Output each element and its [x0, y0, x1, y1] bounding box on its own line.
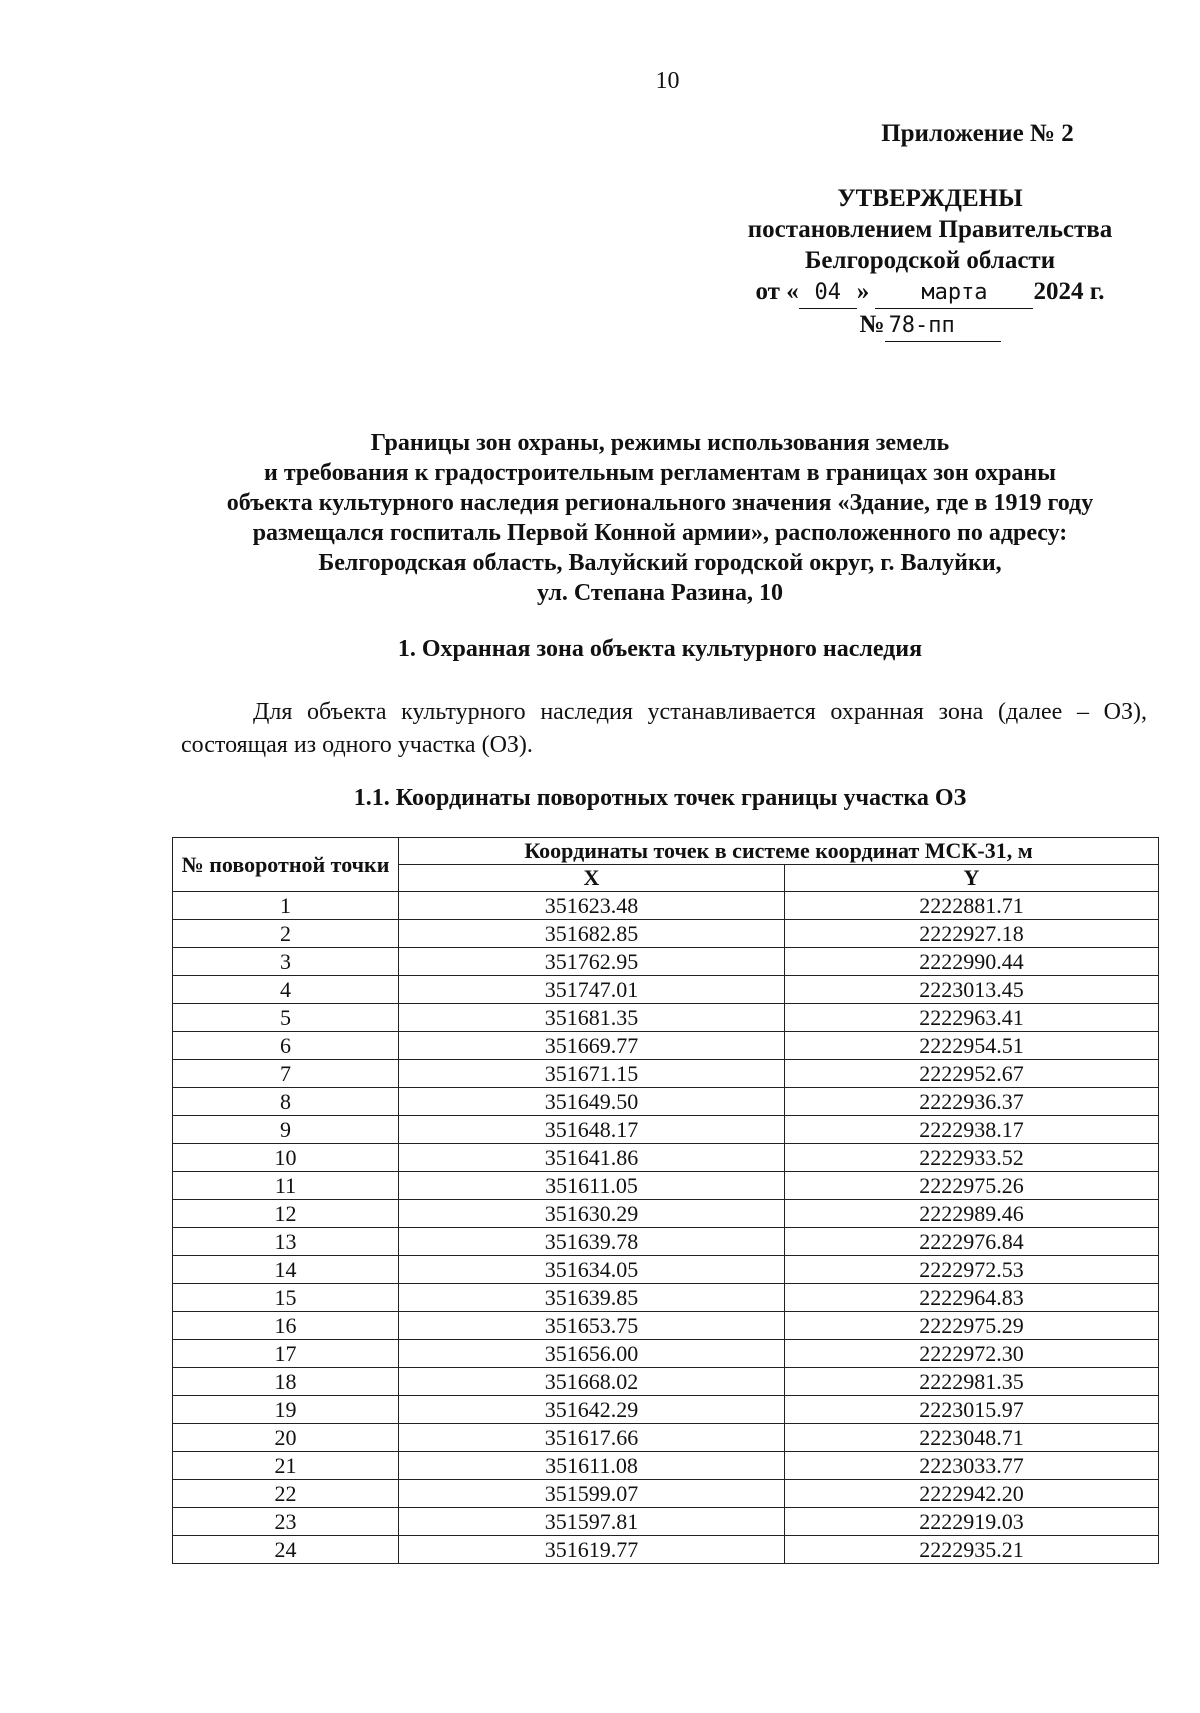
title-line: объекта культурного наследия регионального значения «Здание, где в 1919 году: [226, 490, 1094, 516]
table-row: [173, 1200, 1159, 1228]
document-title: [160, 428, 1160, 608]
x-coordinate-cell: 351597.81: [399, 1508, 785, 1536]
date-month: марта: [875, 277, 1033, 309]
header-coordinates: Координаты точек в системе координат МСК-31, м: [399, 838, 1159, 865]
header-y: Y: [785, 865, 1159, 892]
x-coordinate-cell: 351649.50: [399, 1088, 785, 1116]
table-row: [173, 1228, 1159, 1256]
table-row: [173, 1396, 1159, 1424]
table-row: [173, 1508, 1159, 1536]
table-row: [173, 1032, 1159, 1060]
table-row: [173, 1088, 1159, 1116]
point-number-cell: 7: [173, 1060, 399, 1088]
y-coordinate-cell: 2223015.97: [785, 1396, 1159, 1424]
table-row: [173, 1060, 1159, 1088]
point-number-cell: 3: [173, 948, 399, 976]
y-coordinate-cell: 2222972.53: [785, 1256, 1159, 1284]
y-coordinate-cell: 2223013.45: [785, 976, 1159, 1004]
table-row: [173, 1368, 1159, 1396]
table-row: [173, 1452, 1159, 1480]
subsection-heading: 1.1. Координаты поворотных точек границы участка ОЗ: [353, 785, 967, 811]
point-number-cell: 5: [173, 1004, 399, 1032]
title-line: Белгородская область, Валуйский городской округ, г. Валуйки,: [318, 550, 1002, 576]
header-point-number: № поворотной точки: [173, 838, 399, 892]
x-coordinate-cell: 351653.75: [399, 1312, 785, 1340]
y-coordinate-cell: 2222919.03: [785, 1508, 1159, 1536]
y-coordinate-cell: 2222952.67: [785, 1060, 1159, 1088]
table-header-row: [173, 838, 1159, 865]
point-number-cell: 6: [173, 1032, 399, 1060]
table-row: [173, 1284, 1159, 1312]
approval-date: [720, 276, 1140, 309]
y-coordinate-cell: 2222975.26: [785, 1172, 1159, 1200]
y-coordinate-cell: 2222881.71: [785, 892, 1159, 920]
point-number-cell: 22: [173, 1480, 399, 1508]
y-coordinate-cell: 2222990.44: [785, 948, 1159, 976]
x-coordinate-cell: 351656.00: [399, 1340, 785, 1368]
approval-line-1: постановлением Правительства: [747, 216, 1113, 243]
title-line: ул. Степана Разина, 10: [537, 580, 783, 606]
page-number: 10: [655, 68, 680, 94]
x-coordinate-cell: 351639.78: [399, 1228, 785, 1256]
y-coordinate-cell: 2222975.29: [785, 1312, 1159, 1340]
y-coordinate-cell: 2222935.21: [785, 1536, 1159, 1564]
point-number-cell: 24: [173, 1536, 399, 1564]
date-day: 04: [799, 277, 857, 309]
point-number-cell: 4: [173, 976, 399, 1004]
y-coordinate-cell: 2222981.35: [785, 1368, 1159, 1396]
y-coordinate-cell: 2222927.18: [785, 920, 1159, 948]
x-coordinate-cell: 351762.95: [399, 948, 785, 976]
y-coordinate-cell: 2222933.52: [785, 1144, 1159, 1172]
y-coordinate-cell: 2222989.46: [785, 1200, 1159, 1228]
y-coordinate-cell: 2222976.84: [785, 1228, 1159, 1256]
table-row: [173, 1004, 1159, 1032]
table-row: [173, 892, 1159, 920]
x-coordinate-cell: 351619.77: [399, 1536, 785, 1564]
y-coordinate-cell: 2223033.77: [785, 1452, 1159, 1480]
annex-label: Приложение № 2: [881, 120, 1074, 147]
point-number-cell: 23: [173, 1508, 399, 1536]
table-row: [173, 1480, 1159, 1508]
body-paragraph: [181, 696, 1147, 762]
table-row: [173, 1256, 1159, 1284]
y-coordinate-cell: 2222954.51: [785, 1032, 1159, 1060]
point-number-cell: 15: [173, 1284, 399, 1312]
x-coordinate-cell: 351641.86: [399, 1144, 785, 1172]
point-number-cell: 11: [173, 1172, 399, 1200]
point-number-cell: 21: [173, 1452, 399, 1480]
point-number-cell: 17: [173, 1340, 399, 1368]
table-row: [173, 1172, 1159, 1200]
table-row: [173, 1340, 1159, 1368]
body-paragraph-text: Для объекта культурного наследия устанавливается охранная зона (далее – ОЗ), состоящая из одного участка (ОЗ).: [181, 699, 1147, 758]
point-number-cell: 20: [173, 1424, 399, 1452]
x-coordinate-cell: 351642.29: [399, 1396, 785, 1424]
title-line: Границы зон охраны, режимы использования земель: [370, 430, 950, 456]
x-coordinate-cell: 351599.07: [399, 1480, 785, 1508]
point-number-cell: 13: [173, 1228, 399, 1256]
point-number-cell: 19: [173, 1396, 399, 1424]
point-number-cell: 1: [173, 892, 399, 920]
y-coordinate-cell: 2222963.41: [785, 1004, 1159, 1032]
point-number-cell: 8: [173, 1088, 399, 1116]
header-x: X: [399, 865, 785, 892]
number-value: 78-пп: [885, 310, 1001, 342]
x-coordinate-cell: 351617.66: [399, 1424, 785, 1452]
point-number-cell: 10: [173, 1144, 399, 1172]
number-prefix: №: [859, 311, 885, 338]
x-coordinate-cell: 351668.02: [399, 1368, 785, 1396]
x-coordinate-cell: 351639.85: [399, 1284, 785, 1312]
x-coordinate-cell: 351682.85: [399, 920, 785, 948]
table-row: [173, 1144, 1159, 1172]
date-year: 2024 г.: [1033, 278, 1105, 305]
title-line: и требования к градостроительным регламентам в границах зон охраны: [264, 460, 1056, 486]
table-row: [173, 920, 1159, 948]
point-number-cell: 9: [173, 1116, 399, 1144]
title-line: размещался госпиталь Первой Конной армии», расположенного по адресу:: [252, 520, 1068, 546]
approved-label: УТВЕРЖДЕНЫ: [837, 185, 1023, 212]
x-coordinate-cell: 351611.05: [399, 1172, 785, 1200]
table-row: [173, 976, 1159, 1004]
x-coordinate-cell: 351634.05: [399, 1256, 785, 1284]
table-row: [173, 1424, 1159, 1452]
approval-line-2: Белгородской области: [804, 247, 1056, 274]
table-body: [173, 892, 1159, 1564]
table-row: [173, 948, 1159, 976]
x-coordinate-cell: 351669.77: [399, 1032, 785, 1060]
x-coordinate-cell: 351671.15: [399, 1060, 785, 1088]
x-coordinate-cell: 351681.35: [399, 1004, 785, 1032]
point-number-cell: 14: [173, 1256, 399, 1284]
table-row: [173, 1536, 1159, 1564]
point-number-cell: 2: [173, 920, 399, 948]
y-coordinate-cell: 2223048.71: [785, 1424, 1159, 1452]
coordinates-table: [172, 837, 1159, 1564]
point-number-cell: 18: [173, 1368, 399, 1396]
table-row: [173, 1312, 1159, 1340]
approval-number: [720, 309, 1140, 342]
y-coordinate-cell: 2222936.37: [785, 1088, 1159, 1116]
section-heading: 1. Охранная зона объекта культурного наследия: [397, 636, 923, 662]
table-row: [173, 1116, 1159, 1144]
x-coordinate-cell: 351747.01: [399, 976, 785, 1004]
x-coordinate-cell: 351611.08: [399, 1452, 785, 1480]
y-coordinate-cell: 2222964.83: [785, 1284, 1159, 1312]
x-coordinate-cell: 351623.48: [399, 892, 785, 920]
x-coordinate-cell: 351630.29: [399, 1200, 785, 1228]
point-number-cell: 12: [173, 1200, 399, 1228]
date-prefix: от «: [755, 278, 799, 305]
y-coordinate-cell: 2222938.17: [785, 1116, 1159, 1144]
date-mid: »: [856, 278, 870, 305]
y-coordinate-cell: 2222942.20: [785, 1480, 1159, 1508]
approval-block: [720, 118, 1140, 342]
y-coordinate-cell: 2222972.30: [785, 1340, 1159, 1368]
point-number-cell: 16: [173, 1312, 399, 1340]
x-coordinate-cell: 351648.17: [399, 1116, 785, 1144]
